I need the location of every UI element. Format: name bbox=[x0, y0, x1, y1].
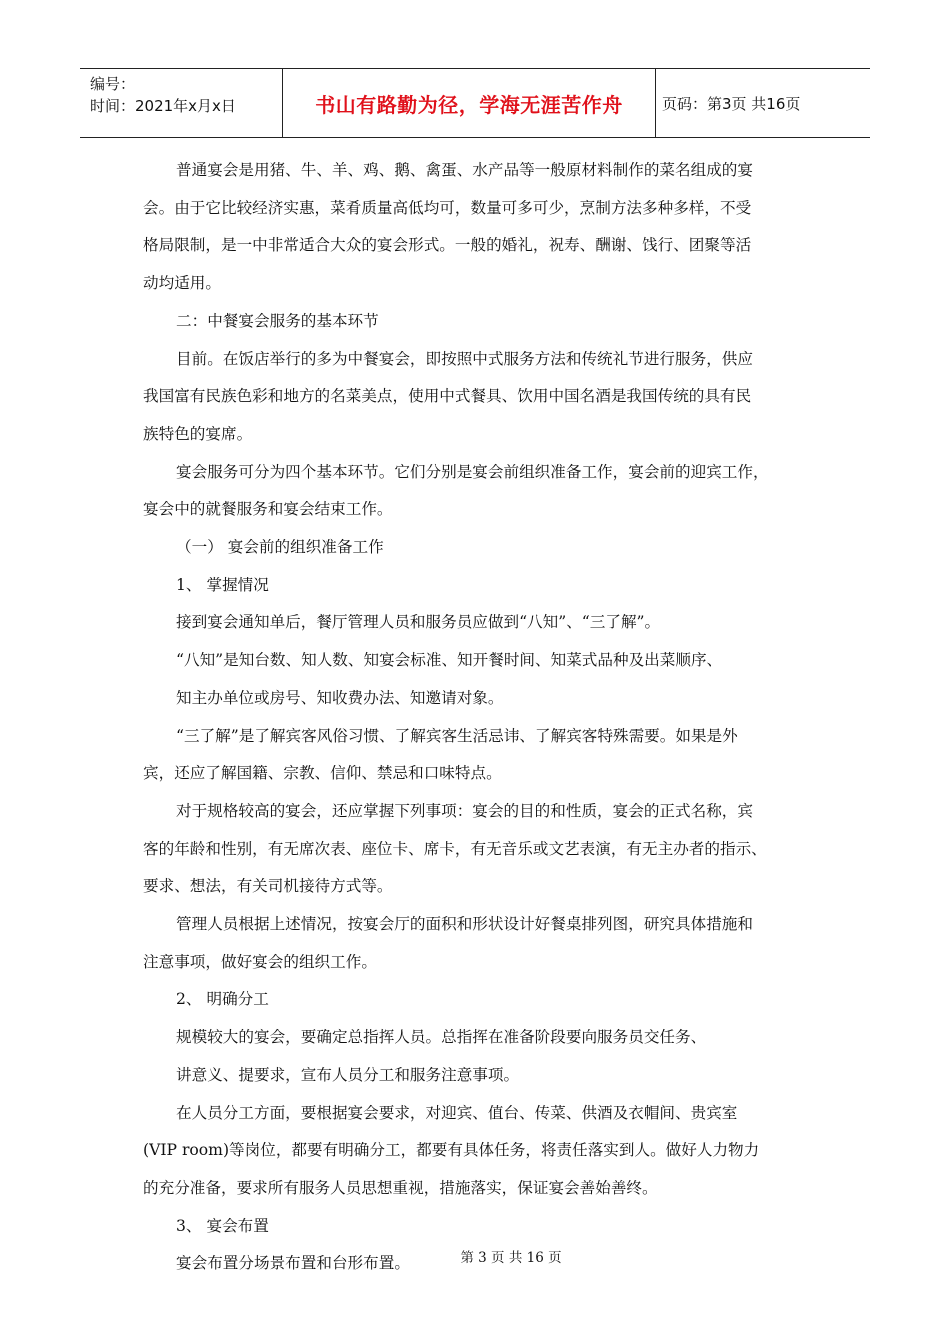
body-line: 管理人员根据上述情况，按宴会厅的面积和形状设计好餐桌排列图，研究具体措施和 bbox=[176, 915, 753, 934]
document-number-label: 编号： bbox=[90, 75, 136, 93]
body-line: 格局限制，是一中非常适合大众的宴会形式。一般的婚礼，祝寿、酬谢、饯行、团聚等活 bbox=[143, 236, 752, 255]
document-body bbox=[143, 152, 811, 1283]
body-line: 动均适用。 bbox=[143, 274, 221, 293]
body-line: 我国富有民族色彩和地方的名菜美点，使用中式餐具、饮用中国名酒是我国传统的具有民 bbox=[143, 387, 752, 406]
body-line: “八知”是知台数、知人数、知宴会标准、知开餐时间、知菜式品种及出菜顺序、 bbox=[176, 651, 723, 670]
body-line: 宾，还应了解国籍、宗教、信仰、禁忌和口味特点。 bbox=[143, 764, 502, 783]
body-line: 讲意义、提要求，宣布人员分工和服务注意事项。 bbox=[176, 1065, 520, 1084]
body-line: 对于规格较高的宴会，还应掌握下列事项：宴会的目的和性质，宴会的正式名称，宾 bbox=[176, 801, 753, 820]
body-line: 宴会服务可分为四个基本环节。它们分别是宴会前组织准备工作，宴会前的迎宾工作， bbox=[176, 462, 769, 481]
subsection-heading: （一） 宴会前的组织准备工作 bbox=[176, 538, 384, 557]
body-line: 注意事项，做好宴会的组织工作。 bbox=[143, 952, 377, 971]
body-line: 知主办单位或房号、知收费办法、知邀请对象。 bbox=[176, 688, 504, 707]
page-header bbox=[80, 68, 870, 138]
header-motto: 书山有路勤为径，学海无涯苦作舟 bbox=[282, 69, 656, 137]
body-line: 的充分准备，要求所有服务人员思想重视，措施落实，保证宴会善始善终。 bbox=[143, 1178, 658, 1197]
header-meta bbox=[80, 69, 282, 137]
page-footer: 第 3 页 共 16 页 bbox=[460, 1250, 562, 1266]
body-line: 目前。在饭店举行的多为中餐宴会，即按照中式服务方法和传统礼节进行服务，供应 bbox=[176, 349, 753, 368]
body-line: 规模较大的宴会，要确定总指挥人员。总指挥在准备阶段要向服务员交任务、 bbox=[176, 1028, 707, 1047]
header-page-info: 页码：第3页 共16页 bbox=[662, 94, 801, 113]
body-line: 宴会中的就餐服务和宴会结束工作。 bbox=[143, 500, 393, 519]
body-line: 客的年龄和性别，有无席次表、座位卡、席卡，有无音乐或文艺表演，有无主办者的指示、 bbox=[143, 839, 767, 858]
item-heading: 1、 掌握情况 bbox=[176, 575, 269, 594]
body-line: 普通宴会是用猪、牛、羊、鸡、鹅、禽蛋、水产品等一般原材料制作的菜名组成的宴 bbox=[176, 161, 753, 179]
item-heading: 3、 宴会布置 bbox=[176, 1216, 269, 1235]
body-line: 族特色的宴席。 bbox=[143, 424, 253, 443]
body-line: “三了解”是了解宾客风俗习惯、了解宾客生活忌讳、了解宾客特殊需要。如果是外 bbox=[176, 726, 738, 745]
body-line: 会。由于它比较经济实惠，菜肴质量高低均可，数量可多可少，烹制方法多种多样，不受 bbox=[143, 198, 752, 217]
body-line: (VIP room)等岗位，都要有明确分工，都要有具体任务，将责任落实到人。做好人力物力 bbox=[143, 1141, 760, 1160]
section-heading: 二：中餐宴会服务的基本环节 bbox=[176, 311, 379, 330]
body-line: 宴会布置分场景布置和台形布置。 bbox=[176, 1254, 410, 1273]
item-heading: 2、 明确分工 bbox=[176, 990, 269, 1009]
body-line: 接到宴会通知单后，餐厅管理人员和服务员应做到“八知”、“三了解”。 bbox=[176, 613, 661, 632]
document-date: 时间：2021年x月x日 bbox=[90, 97, 236, 115]
body-line: 要求、想法，有关司机接待方式等。 bbox=[143, 877, 393, 896]
body-line: 在人员分工方面，要根据宴会要求，对迎宾、值台、传菜、供酒及衣帽间、贵宾室 bbox=[176, 1103, 738, 1122]
